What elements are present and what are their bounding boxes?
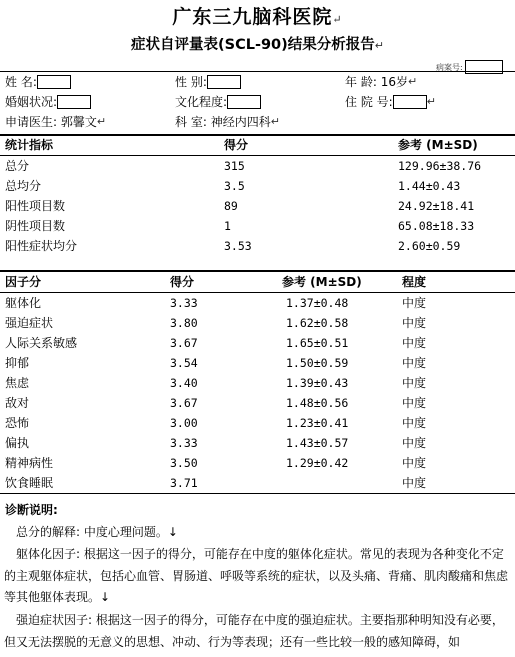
- factor-name: 抑郁: [5, 356, 30, 370]
- dept-value: 神经内四科: [210, 115, 271, 129]
- factor-row: [0, 413, 515, 433]
- factor-ref: 1.48±0.56: [286, 396, 349, 410]
- factor-name: 恐怖: [5, 416, 30, 430]
- education-field: [175, 92, 261, 112]
- diagnosis-somatization: 躯体化因子: 根据这一因子的得分，可能存在中度的躯体化症状。常见的表现为各种变化不定的主观躯体症状，包括心血管、胃肠道、呼吸等系统的症状，以及头痛、背痛、肌肉酸痛和焦虑等其他躯体表现。↓: [4, 547, 509, 604]
- stats-name: 阴性项目数: [5, 219, 66, 233]
- ward-field: 住 院 号: ↵: [345, 92, 436, 112]
- stats-ref: 65.08±18.33: [398, 219, 475, 233]
- factor-row: [0, 313, 515, 333]
- factor-ref: 1.23±0.41: [286, 416, 349, 430]
- factor-ref: 1.62±0.58: [286, 316, 349, 330]
- gender-value-box[interactable]: [207, 75, 241, 89]
- stats-row: [0, 216, 515, 236]
- factor-row: [0, 453, 515, 473]
- stats-score: 3.53: [224, 239, 252, 253]
- info-row-3: [0, 112, 515, 132]
- factor-row: [0, 353, 515, 373]
- factor-level: 中度: [402, 296, 427, 310]
- diagnosis-obsessive: 强迫症状因子: 根据这一因子的得分，可能存在中度的强迫症状。主要指那种明知没有必要，但又无法摆脱的无意义的思想、冲动、行为等表现；还有一些比较一般的感知障碍，如: [4, 613, 504, 649]
- stats-score: 315: [224, 159, 245, 173]
- education-value-box[interactable]: [227, 95, 261, 109]
- factor-score: 3.33: [170, 296, 198, 310]
- ward-value-box[interactable]: [393, 95, 427, 109]
- info-row-1: [0, 72, 515, 92]
- factor-name: 焦虑: [5, 376, 30, 390]
- stats-header-row: [0, 135, 515, 155]
- education-label: 文化程度:: [175, 95, 228, 109]
- gender-label: 性 别:: [175, 75, 207, 89]
- factor-row: [0, 473, 515, 493]
- factor-header-row: [0, 272, 515, 292]
- factor-row: [0, 333, 515, 353]
- stats-ref: 1.44±0.43: [398, 179, 461, 193]
- case-number-label: 病案号:: [436, 62, 463, 72]
- age-value: 16岁: [380, 75, 408, 89]
- age-label: 年 龄:: [345, 75, 377, 89]
- stats-col-score: 得分: [224, 138, 249, 152]
- stats-col-ref: 参考 (M±SD): [398, 138, 478, 152]
- factor-col-score: 得分: [170, 275, 195, 289]
- stats-name: 总分: [5, 159, 30, 173]
- factor-name: 偏执: [5, 436, 30, 450]
- factor-ref: 1.50±0.59: [286, 356, 349, 370]
- factor-score: 3.50: [170, 456, 198, 470]
- info-row-2: [0, 92, 515, 112]
- factor-score: 3.33: [170, 436, 198, 450]
- stats-ref: 24.92±18.41: [398, 199, 475, 213]
- doctor-label: 申请医生:: [5, 115, 58, 129]
- factor-score: 3.67: [170, 336, 198, 350]
- factor-level: 中度: [402, 316, 427, 330]
- stats-name: 阳性项目数: [5, 199, 66, 213]
- stats-row: [0, 236, 515, 256]
- factor-name: 饮食睡眠: [5, 476, 54, 490]
- factor-level: 中度: [402, 456, 427, 470]
- factor-score: 3.71: [170, 476, 198, 490]
- marital-field: [5, 92, 91, 112]
- stats-ref: 129.96±38.76: [398, 159, 482, 173]
- factor-score: 3.00: [170, 416, 198, 430]
- factor-level: 中度: [402, 476, 427, 490]
- factor-row: [0, 373, 515, 393]
- factor-name: 敌对: [5, 396, 30, 410]
- age-field: 年 龄: 16岁 ↵: [345, 72, 417, 92]
- factor-name: 强迫症状: [5, 316, 54, 330]
- stats-row: [0, 196, 515, 216]
- stats-ref: 2.60±0.59: [398, 239, 461, 253]
- factor-ref: 1.37±0.48: [286, 296, 349, 310]
- stats-row: [0, 156, 515, 176]
- factor-level: 中度: [402, 356, 427, 370]
- factor-score: 3.80: [170, 316, 198, 330]
- name-value-box[interactable]: [37, 75, 71, 89]
- dept-field: 科 室: 神经内四科 ↵: [175, 112, 280, 132]
- marital-label: 婚姻状况:: [5, 95, 58, 109]
- name-field: [5, 72, 71, 92]
- factor-row: [0, 293, 515, 313]
- factor-ref: 1.39±0.43: [286, 376, 349, 390]
- stats-name: 总均分: [5, 179, 42, 193]
- stats-row: [0, 176, 515, 196]
- factor-name: 躯体化: [5, 296, 42, 310]
- factor-level: 中度: [402, 416, 427, 430]
- name-label: 姓 名:: [5, 75, 37, 89]
- divider: [0, 493, 515, 494]
- stats-score: 3.5: [224, 179, 245, 193]
- doctor-value: 郭馨文: [60, 115, 97, 129]
- dept-label: 科 室:: [175, 115, 207, 129]
- ward-label: 住 院 号:: [345, 95, 393, 109]
- diagnosis-title: 诊断说明:: [5, 503, 58, 517]
- factor-row: [0, 393, 515, 413]
- factor-col-name: 因子分: [5, 275, 42, 289]
- marital-value-box[interactable]: [57, 95, 91, 109]
- factor-level: 中度: [402, 376, 427, 390]
- factor-level: 中度: [402, 396, 427, 410]
- gender-field: [175, 72, 241, 92]
- factor-name: 人际关系敏感: [5, 336, 78, 350]
- factor-col-ref: 参考 (M±SD): [282, 275, 362, 289]
- factor-level: 中度: [402, 436, 427, 450]
- factor-score: 3.67: [170, 396, 198, 410]
- stats-name: 阳性症状均分: [5, 239, 78, 253]
- factor-ref: 1.65±0.51: [286, 336, 349, 350]
- hospital-title: 广东三九脑科医院↵: [172, 6, 343, 28]
- factor-row: [0, 433, 515, 453]
- factor-ref: 1.29±0.42: [286, 456, 349, 470]
- stats-score: 1: [224, 219, 231, 233]
- factor-score: 3.40: [170, 376, 198, 390]
- diagnosis-total: 总分的解释: 中度心理问题。↓: [16, 525, 178, 539]
- factor-ref: 1.43±0.57: [286, 436, 349, 450]
- factor-col-level: 程度: [402, 275, 427, 289]
- stats-col-name: 统计指标: [5, 138, 54, 152]
- doctor-field: 申请医生: 郭馨文 ↵: [5, 112, 106, 132]
- report-subtitle: 症状自评量表(SCL-90)结果分析报告↵: [131, 37, 384, 53]
- factor-score: 3.54: [170, 356, 198, 370]
- factor-level: 中度: [402, 336, 427, 350]
- stats-score: 89: [224, 199, 238, 213]
- factor-name: 精神病性: [5, 456, 54, 470]
